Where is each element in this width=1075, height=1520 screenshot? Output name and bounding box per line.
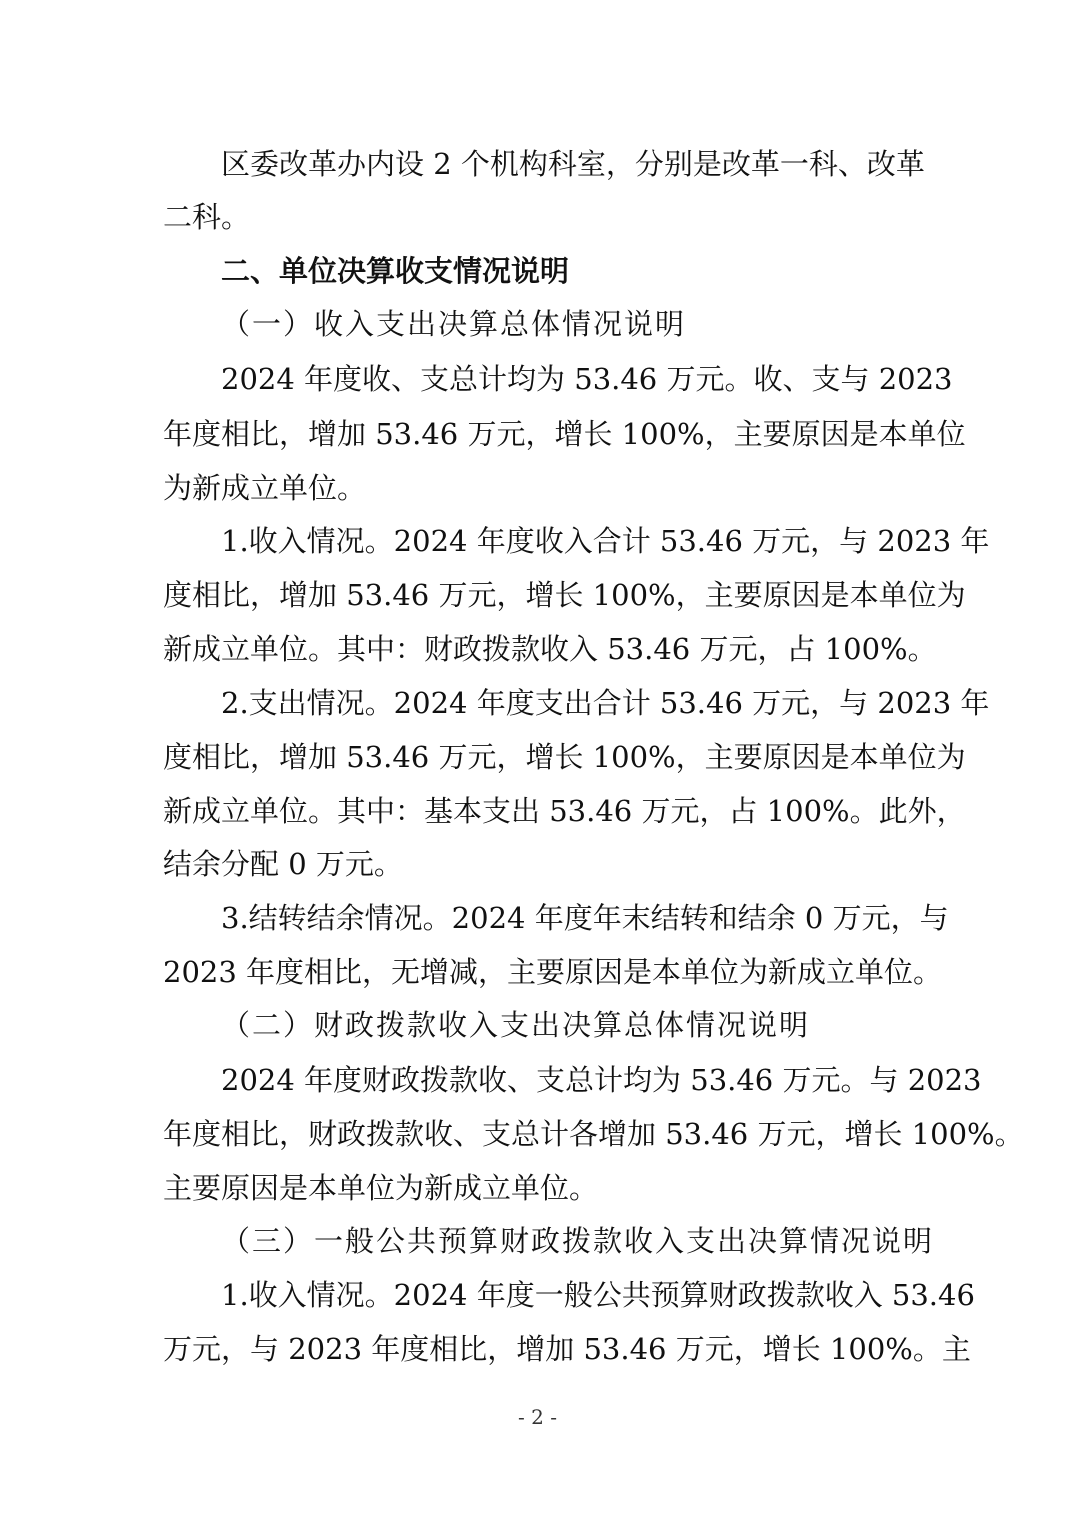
- paragraph-line: 结余分配 0 万元。: [163, 847, 403, 881]
- paragraph-line: 为新成立单位。: [163, 471, 367, 505]
- paragraph-line: 2023 年度相比，无增减，主要原因是本单位为新成立单位。: [163, 955, 943, 989]
- page-number: - 2 -: [518, 1405, 557, 1429]
- paragraph-line: 度相比，增加 53.46 万元，增长 100%，主要原因是本单位为: [163, 740, 966, 774]
- paragraph-line: 3.结转结余情况。2024 年度年末结转和结余 0 万元，与: [221, 901, 949, 935]
- section-heading: 二、单位决算收支情况说明: [221, 254, 570, 288]
- paragraph-line: 2024 年度财政拨款收、支总计均为 53.46 万元。与 2023: [221, 1063, 982, 1097]
- paragraph-line: 二科。: [163, 200, 251, 234]
- subsection-heading: （三）一般公共预算财政拨款收入支出决算情况说明: [221, 1224, 935, 1258]
- paragraph-line: 年度相比，财政拨款收、支总计各增加 53.46 万元，增长 100%。: [163, 1117, 1024, 1151]
- subsection-heading: （一）收入支出决算总体情况说明: [221, 307, 687, 341]
- paragraph-line: 新成立单位。其中：财政拨款收入 53.46 万元，占 100%。: [163, 632, 937, 666]
- paragraph-line: 主要原因是本单位为新成立单位。: [163, 1171, 599, 1205]
- paragraph-line: 1.收入情况。2024 年度收入合计 53.46 万元，与 2023 年: [221, 524, 990, 558]
- paragraph-line: 万元，与 2023 年度相比，增加 53.46 万元，增长 100%。主: [163, 1332, 971, 1366]
- paragraph-line: 区委改革办内设 2 个机构科室，分别是改革一科、改革: [221, 147, 925, 181]
- paragraph-line: 2024 年度收、支总计均为 53.46 万元。收、支与 2023: [221, 362, 953, 396]
- subsection-heading: （二）财政拨款收入支出决算总体情况说明: [221, 1008, 811, 1042]
- paragraph-line: 年度相比，增加 53.46 万元，增长 100%，主要原因是本单位: [163, 417, 966, 451]
- paragraph-line: 2.支出情况。2024 年度支出合计 53.46 万元，与 2023 年: [221, 686, 990, 720]
- paragraph-line: 1.收入情况。2024 年度一般公共预算财政拨款收入 53.46: [221, 1278, 975, 1312]
- paragraph-line: 度相比，增加 53.46 万元，增长 100%，主要原因是本单位为: [163, 578, 966, 612]
- paragraph-line: 新成立单位。其中：基本支出 53.46 万元，占 100%。此外，: [163, 794, 966, 828]
